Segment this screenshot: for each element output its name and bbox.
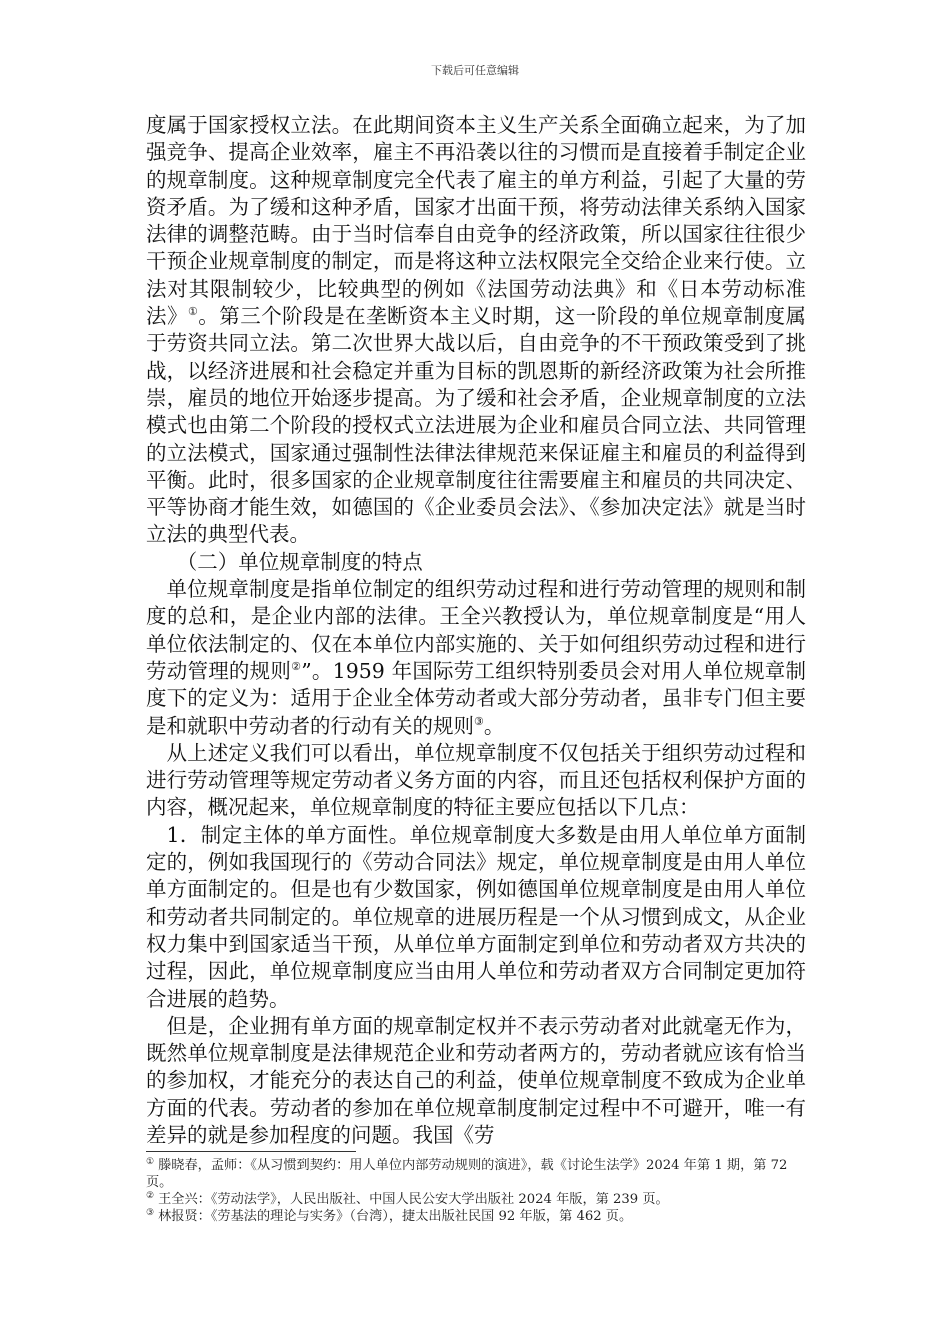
footnote-text: 林报贤：《劳基法的理论与实务》（台湾），捷太出版社民国 92 年版，第 462 页。 <box>158 1209 633 1224</box>
paragraph-text: 单位规章制度是指单位制定的组织劳动过程和进行劳动管理的规则和制度的总和，是企业内部的法律。王全兴教授认为，单位规章制度是“用人单位依法制定的、仅在本单位内部实施的、关于如何组织劳动过程和进行劳动管理的规则 <box>146 577 806 683</box>
footnotes <box>146 1157 806 1225</box>
page-header: 下载后可任意编辑 <box>431 64 519 77</box>
paragraph-text: ”。1959 年国际劳工组织特别委员会对用人单位规章制度下的定义为：适用于企业全体劳动者或大部分劳动者，虽非专门但主要是和就职中劳动者的行动有关的规则 <box>146 658 806 738</box>
section-heading: （二）单位规章制度的特点 <box>176 549 423 574</box>
footnote-mark: ① <box>146 1156 155 1167</box>
footnote-2 <box>146 1191 806 1208</box>
paragraph-2 <box>146 576 806 740</box>
footnote-mark: ② <box>146 1190 155 1201</box>
paragraph-text: 。第三个阶段是在垄断资本主义时期，这一阶段的单位规章制度属于劳资共同立法。第二次世界大战以后，自由竞争的不干预政策受到了挑战，以经济进展和社会稳定并重为目标的凯恩斯的新经济政策为社会所推崇，雇员的地位开始逐步提高。为了缓和社会矛盾，企业规章制度的立法模式也由第二个阶段的授权式立法进展为企业和雇员合同立法、共同管理的立法模式，国家通过强制性法律法律规范来保证雇主和雇员的利益得到平衡。此时，很多国家的企业规章制度往往需要雇主和雇员的共同决定、平等协商才能生效，如德国的《企业委员会法》、《参加决定法》就是当时立法的典型代表。 <box>146 304 807 547</box>
paragraph-3: 从上述定义我们可以看出，单位规章制度不仅包括关于组织劳动过程和进行劳动管理等规定劳动者义务方面的内容，而且还包括权利保护方面的内容，概况起来，单位规章制度的特征主要应包括以下几点： <box>146 740 806 820</box>
paragraph-5: 但是，企业拥有单方面的规章制定权并不表示劳动者对此就毫无作为，既然单位规章制度是法律规范企业和劳动者两方的，劳动者就应该有恰当的参加权，才能充分的表达自己的利益，使单位规章制度不致成为企业单方面的代表。劳动者的参加在单位规章制度制定过程中不可避开，唯一有差异的就是参加程度的问题。我国《劳 <box>146 1013 806 1147</box>
footnote-text: 滕晓春，孟师：《从习惯到契约：用人单位内部劳动规则的演进》，载《讨论生法学》2024 年第 1 期，第 72 页。 <box>146 1158 788 1190</box>
paragraph-text: 。 <box>483 713 505 738</box>
footnote-ref-2[interactable]: ② <box>291 660 302 674</box>
footnote-1 <box>146 1157 806 1191</box>
footnote-3 <box>146 1208 806 1225</box>
footnote-separator <box>146 1151 356 1152</box>
footnote-ref-3[interactable]: ③ <box>474 714 484 728</box>
footnote-text: 王全兴：《劳动法学》，人民出版社、中国人民公安大学出版社 2024 年版，第 239 页。 <box>158 1192 669 1207</box>
document-body <box>146 112 806 1149</box>
footnote-ref-1[interactable]: ① <box>187 305 199 319</box>
footnote-mark: ③ <box>146 1207 155 1218</box>
paragraph-text: 度属于国家授权立法。在此期间资本主义生产关系全面确立起来，为了加强竞争、提高企业效率，雇主不再沿袭以往的习惯而是直接着手制定企业的规章制度。这种规章制度完全代表了雇主的单方利益，引起了大量的劳资矛盾。为了缓和这种矛盾，国家才出面干预，将劳动法律关系纳入国家法律的调整范畴。由于当时信奉自由竞争的经济政策，所以国家往往很少干预企业规章制度的制定，而是将这种立法权限完全交给企业来行使。立法对其限制较少，比较典型的例如《法国劳动法典》和《日本劳动标准法》 <box>146 113 806 329</box>
paragraph-4: 1．制定主体的单方面性。单位规章制度大多数是由用人单位单方面制定的，例如我国现行的《劳动合同法》规定，单位规章制度是由用人单位单方面制定的。但是也有少数国家，例如德国单位规章制度是由用人单位和劳动者共同制定的。单位规章的进展历程是一个从习惯到成文，从企业权力集中到国家适当干预，从单位单方面制定到单位和劳动者双方共决的过程，因此，单位规章制度应当由用人单位和劳动者双方合同制定更加符合进展的趋势。 <box>146 822 806 1011</box>
paragraph-1 <box>146 112 806 549</box>
